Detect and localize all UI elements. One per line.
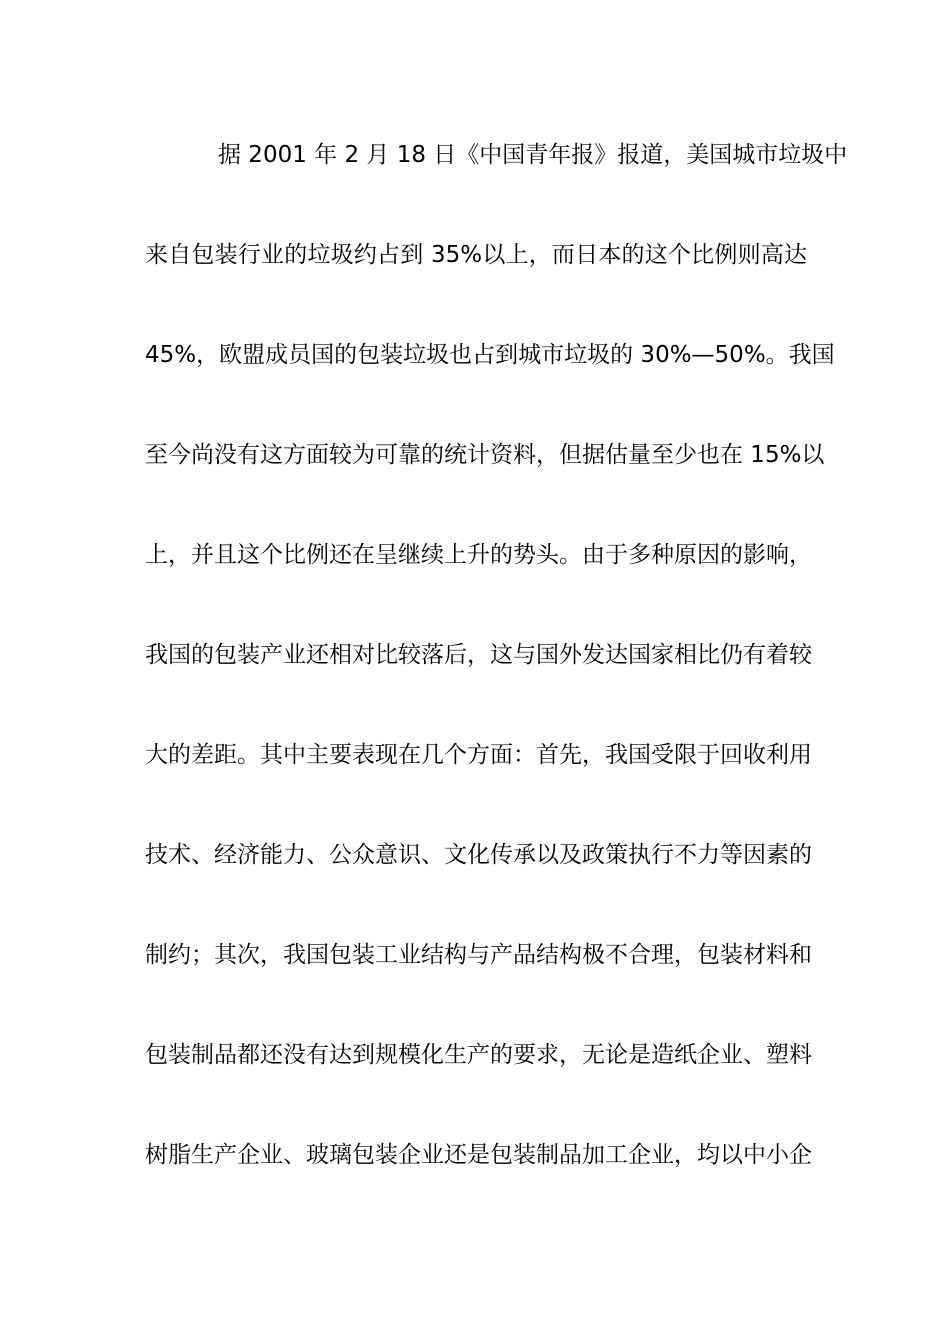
text-line: 我国的包装产业还相对比较落后，这与国外发达国家相比仍有着较 <box>145 642 812 668</box>
text-line: 上，并且这个比例还在呈继续上升的势头。由于多种原因的影响， <box>145 542 812 568</box>
text-line: 至今尚没有这方面较为可靠的统计资料，但据估量至少也在 15%以 <box>145 442 825 468</box>
text-line: 包装制品都还没有达到规模化生产的要求，无论是造纸企业、塑料 <box>145 1042 812 1068</box>
text-line: 制约；其次，我国包装工业结构与产品结构极不合理，包装材料和 <box>145 942 812 968</box>
paragraph <box>145 130 848 1230</box>
text-line: 45%，欧盟成员国的包装垃圾也占到城市垃圾的 30%—50%。我国 <box>145 342 835 368</box>
text-line: 据 2001 年 2 月 18 日《中国青年报》报道，美国城市垃圾中 <box>218 142 848 168</box>
text-line: 大的差距。其中主要表现在几个方面：首先，我国受限于回收利用 <box>145 742 812 768</box>
text-line: 技术、经济能力、公众意识、文化传承以及政策执行不力等因素的 <box>145 842 812 868</box>
text-line: 来自包装行业的垃圾约占到 35%以上，而日本的这个比例则高达 <box>145 242 807 268</box>
text-line: 树脂生产企业、玻璃包装企业还是包装制品加工企业，均以中小企 <box>145 1142 812 1168</box>
